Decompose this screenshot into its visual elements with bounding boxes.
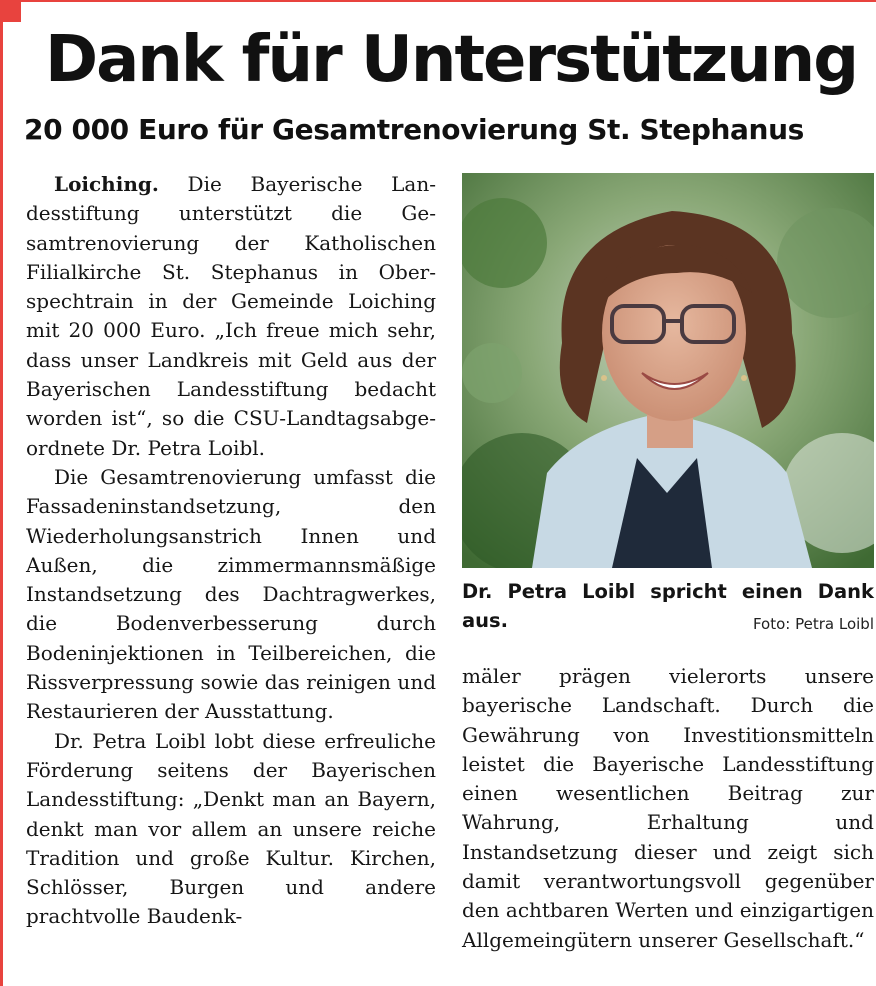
subheadline: 20 000 Euro für Gesamtrenovierung St. Stephanus	[24, 113, 804, 146]
article-column-1	[26, 170, 436, 986]
photo-credit: Foto: Petra Loibl	[752, 615, 874, 633]
paragraph-4: mäler prägen vielerorts unsere bayerische Landschaft. Durch die Gewährung von Investitionsmitteln leistet die Bayerische Landesstiftung einen wesentlichen Beitrag zur Wahrung, Erhaltung und Instandsetzung dieser und zeigt sich damit verantwortungsvoll gegenüber den achtbaren Werten und einzigartigen Allgemeingütern unserer Gesellschaft.“	[462, 664, 874, 952]
paragraph-1	[26, 170, 436, 463]
photo-caption	[462, 577, 874, 635]
paragraph-2: Die Gesamtrenovierung umfasst die Fassadeninstandsetzung, den Wiederholungsanstrich Innen und Außen, die zimmermannsmäßige Instandsetzung des Dachtragwerkes, die Bodenverbesserung durch Bodeninjektionen in Teilbereichen, die Rissverpressung sowie das reinigen und Restaurieren der Ausstattung.	[26, 464, 436, 724]
portrait-illustration	[462, 173, 874, 568]
paragraph-1-text: Die Bayerische Landesstiftung unterstützt die Gesamtrenovierung der Katholischen Filialkirche St. Stephanus in Oberspechtrain in der Gemeinde Loiching mit 20 000 Euro. „Ich freue mich sehr, dass unser Landkreis mit Geld aus der Bayerischen Landesstiftung bedacht worden ist“, so die CSU-Landtagsabgeordnete Dr. Petra Loibl.	[26, 172, 436, 460]
article-column-2	[462, 662, 874, 986]
paragraph-3: Dr. Petra Loibl lobt diese erfreuliche Förderung seitens der Bayerischen Landesstiftung: „Denkt man an Bayern, denkt man vor allem an unsere reiche Tradition und große Kultur. Kirchen, Schlösser, Burgen und andere prachtvolle Baudenk-	[26, 728, 436, 929]
dateline: Loiching.	[54, 172, 159, 196]
portrait-photo	[462, 173, 874, 568]
caption-text: Dr. Petra Loibl spricht einen Dank aus.	[462, 580, 874, 632]
accent-rule-left	[0, 0, 3, 986]
headline: Dank für Unterstützung	[44, 23, 858, 97]
accent-rule-top	[0, 0, 876, 2]
